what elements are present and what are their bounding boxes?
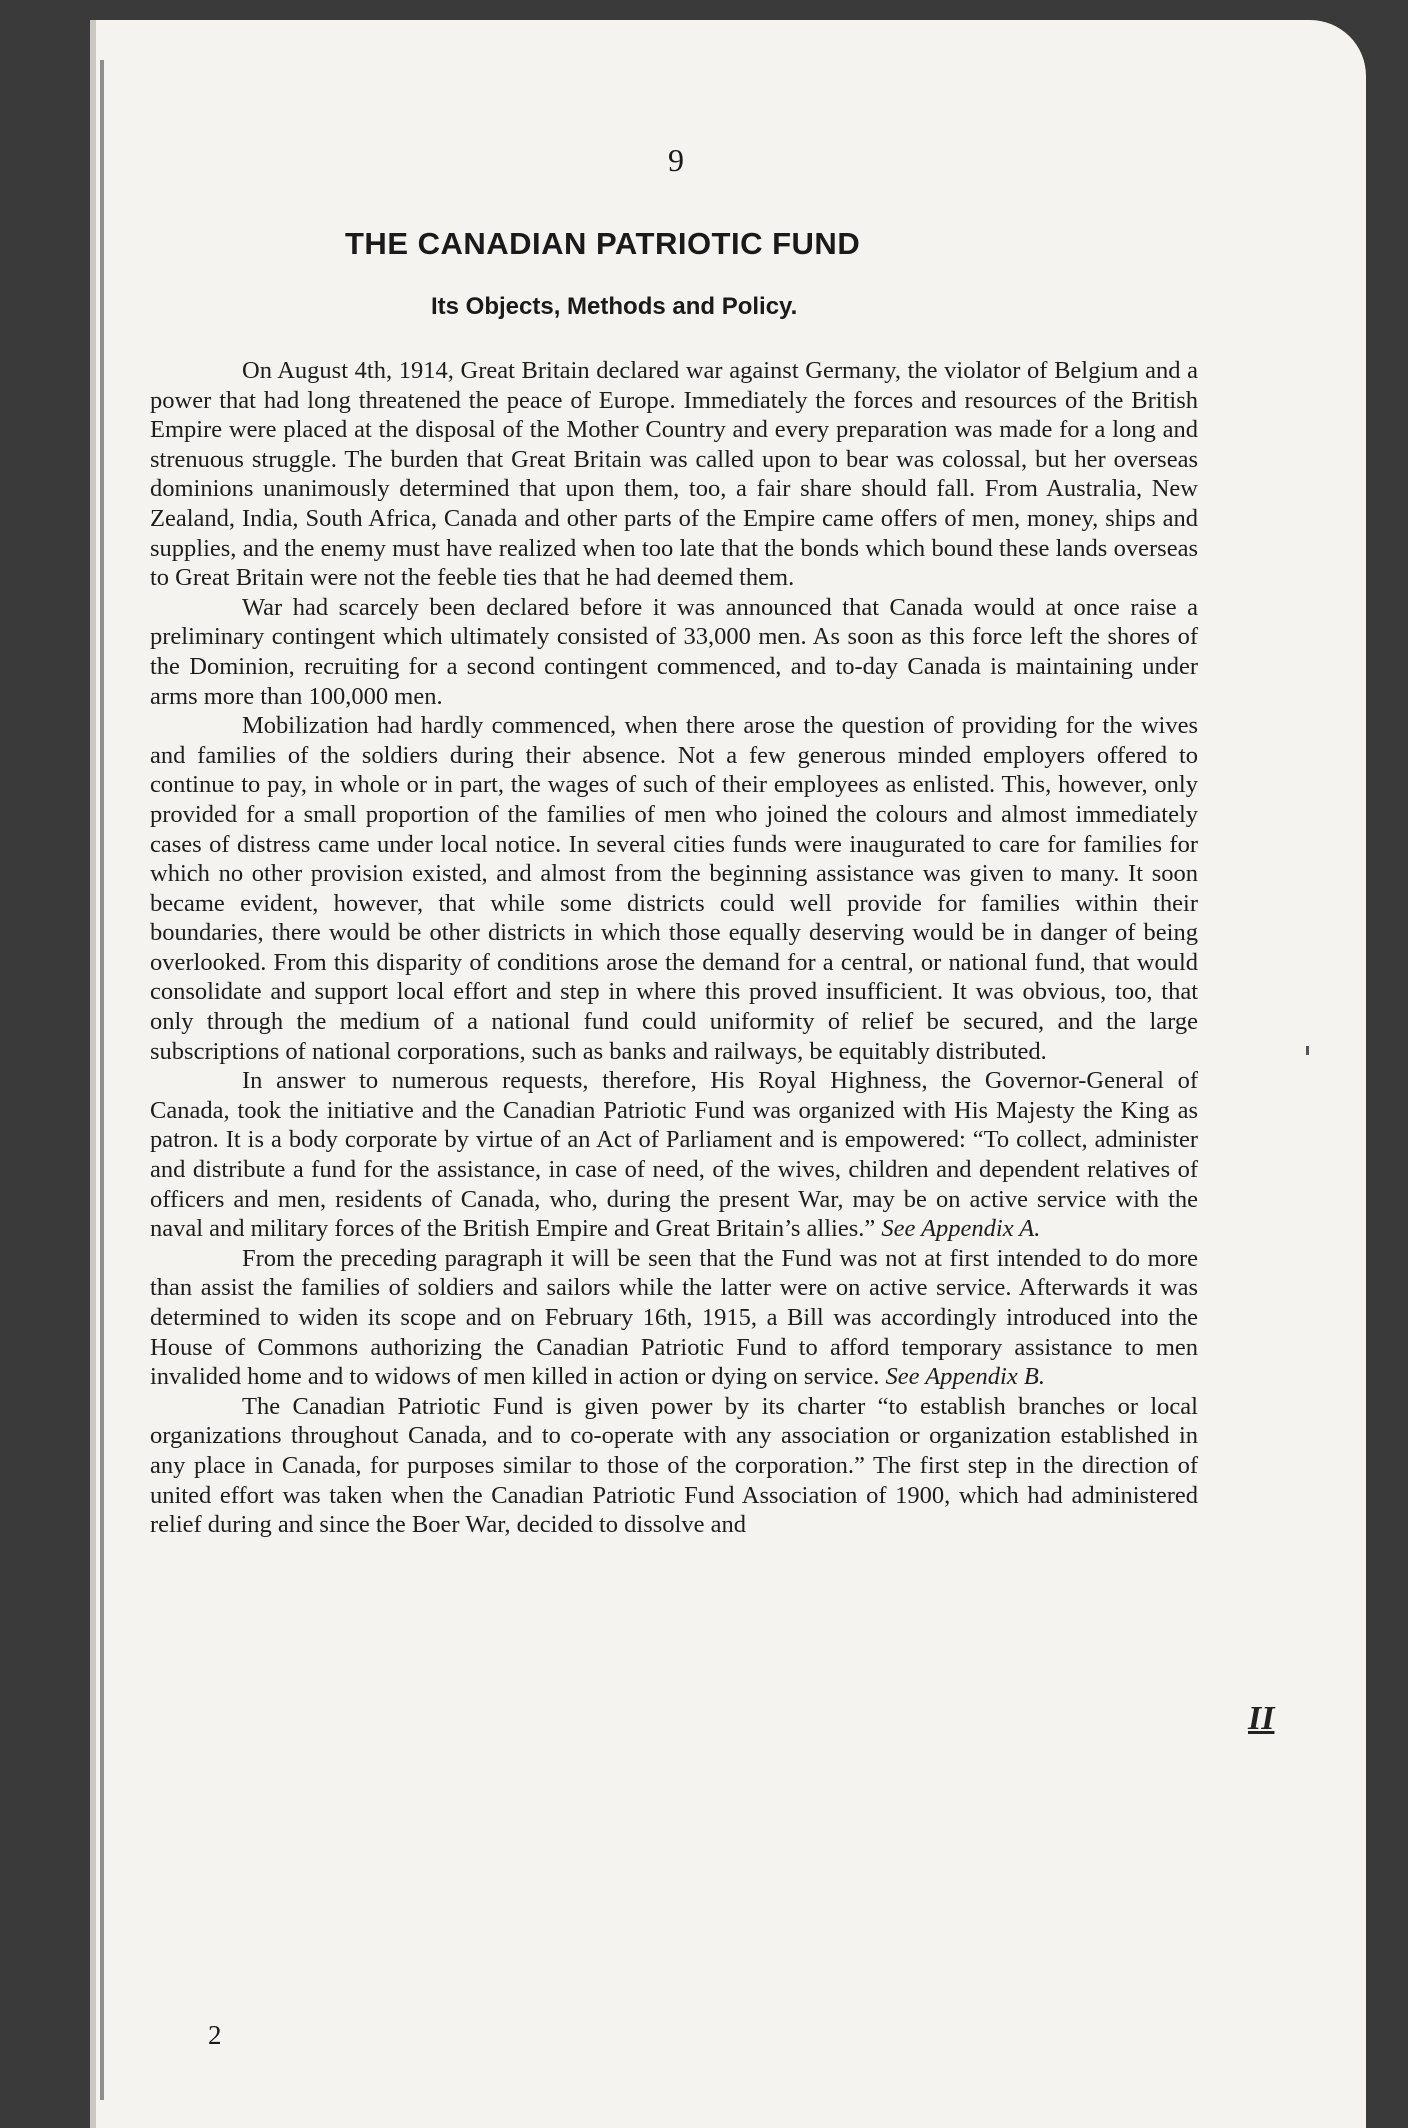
handwritten-margin-note: II [1248, 1700, 1275, 1737]
paragraph-text: On August 4th, 1914, Great Britain declared war against Germany, the violator of Belgium and a power that had long threatened the peace of Europe. Immediately the forces and resources of the British Empire were placed at the disposal of the Mother Country and every preparation was made for a long and strenuous struggle. The burden that Great Britain was called upon to bear was colossal, but her overseas dominions unanimously determined that upon them, too, a fair share should fall. From Australia, New Zealand, India, South Africa, Canada and other parts of the Empire came offers of men, money, ships and supplies, and the enemy must have realized when too late that the bonds which bound these lands overseas to Great Britain were not the feeble ties that he had deemed them. [150, 357, 1198, 592]
page-subtitle: Its Objects, Methods and Policy. [431, 293, 798, 320]
ink-speck [1306, 1046, 1309, 1055]
paragraph-4 [150, 1066, 1198, 1244]
paragraph-text: From the preceding paragraph it will be seen that the Fund was not at first intended to do more than assist the families of soldiers and sailors while the latter were on active service. Afterwards it was determined to widen its scope and on February 16th, 1915, a Bill was accordingly introduced into the House of Commons authorizing the Canadian Patriotic Fund to afford temporary assistance to men invalided home and to widows of men killed in action or dying on service. [150, 1244, 1198, 1391]
binding-edge [100, 60, 104, 2100]
signature-mark: 2 [208, 2020, 222, 2050]
paragraph-text: The Canadian Patriotic Fund is given power by its charter “to establish branches or local organizations throughout Canada, and to co-operate with any association or organization established in any place in Canada, for purposes similar to those of the corporation.” The first step in the direction of united effort was taken when the Canadian Patriotic Fund Association of 1900, which had administered relief during and since the Boer War, decided to dissolve and [150, 1392, 1198, 1539]
appendix-reference: See Appendix A. [881, 1215, 1041, 1243]
paragraph-5 [150, 1244, 1198, 1392]
paragraph-3 [150, 711, 1198, 1066]
paragraph-2 [150, 593, 1198, 711]
paragraph-text: War had scarcely been declared before it was announced that Canada would at once raise a preliminary contingent which ultimately consisted of 33,000 men. As soon as this force left the shores of the Dominion, recruiting for a second contingent commenced, and to-day Canada is maintaining under arms more than 100,000 men. [150, 593, 1198, 710]
paragraph-1 [150, 356, 1198, 593]
paragraph-text: In answer to numerous requests, therefore, His Royal Highness, the Governor-General of Canada, took the initiative and the Canadian Patriotic Fund was organized with His Majesty the King as patron. It is a body corporate by virtue of an Act of Parliament and is empowered: “To collect, administer and distribute a fund for the assistance, in case of need, of the wives, children and dependent relatives of officers and men, residents of Canada, who, during the present War, may be on active service with the naval and military forces of the British Empire and Great Britain’s allies.” [150, 1067, 1198, 1243]
paragraph-text: Mobilization had hardly commenced, when there arose the question of providing for the wives and families of the soldiers during their absence. Not a few generous minded employers offered to continue to pay, in whole or in part, the wages of such of their employees as enlisted. This, however, only provided for a small proportion of the families of men who joined the colours and almost immediately cases of distress came under local notice. In several cities funds were inaugurated to care for families for which no other provision existed, and almost from the beginning assistance was given to many. It soon became evident, however, that while some districts could well provide for families within their boundaries, there would be other districts in which those equally deserving would be in danger of being overlooked. From this disparity of conditions arose the demand for a central, or national fund, that would consolidate and support local effort and step in where this proved insufficient. It was obvious, too, that only through the medium of a national fund could uniformity of relief be secured, and the large subscriptions of national corporations, such as banks and railways, be equitably distributed. [150, 712, 1198, 1065]
appendix-reference: See Appendix B. [885, 1363, 1045, 1391]
page-title: THE CANADIAN PATRIOTIC FUND [345, 226, 861, 261]
paragraph-6 [150, 1392, 1198, 1540]
body-text [150, 356, 1198, 1540]
page-number: 9 [668, 142, 684, 178]
